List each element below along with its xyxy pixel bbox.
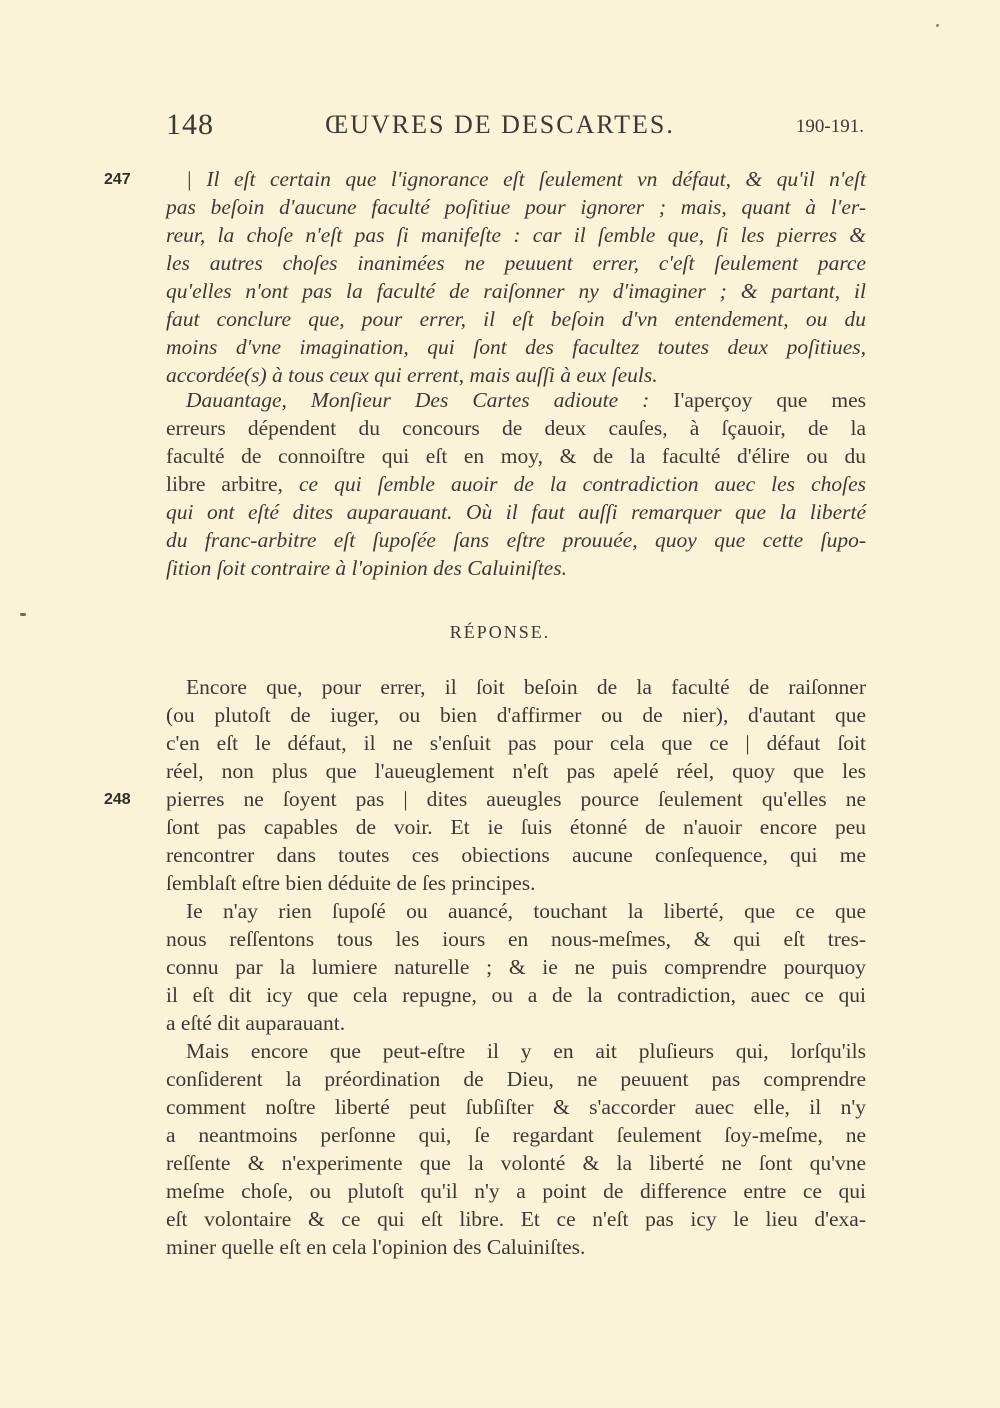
text-line: réel, non plus que l'aueuglement n'eſt pas apelé réel, quoy que les (166, 759, 866, 783)
italic-run: Dauantage, Monſieur Des Cartes adioute : (186, 388, 650, 412)
text-line: ſition ſoit contraire à l'opinion des Caluiniſtes. (166, 556, 567, 580)
text-line: pierres ne ſoyent pas | dites aueugles pource ſeulement qu'elles ne (166, 787, 866, 811)
text-line: qu'elles n'ont pas la faculté de raiſonner ny d'imaginer ; & partant, il (166, 279, 866, 303)
page-range: 190-191. (795, 116, 864, 137)
text-line: (ou plutoſt de iuger, ou bien d'affirmer ou de nier), d'autant que (166, 703, 866, 727)
text-line: ſont pas capables de voir. Et ie ſuis étonné de n'auoir encore peu (166, 815, 866, 839)
running-title: ŒUVRES DE DESCARTES. (325, 110, 675, 139)
text-line: a neantmoins perſonne qui, ſe regardant ſeulement ſoy-meſme, ne (166, 1123, 866, 1147)
text-line: ſemblaſt eſtre bien déduite de ſes principes. (166, 871, 536, 895)
text-line: accordée(s) à tous ceux qui errent, mais auſſi à eux ſeuls. (166, 363, 658, 387)
text-line: Ie n'ay rien ſupoſé ou auancé, touchant la liberté, que ce que (186, 899, 866, 923)
text-line: du franc-arbitre eſt ſupoſée ſans eſtre prouuée, quoy que cette ſupo- (166, 528, 866, 552)
text-line (186, 386, 866, 414)
text-line: connu par la lumiere naturelle ; & ie ne puis comprendre pourquoy (166, 955, 866, 979)
text-line: reur, la choſe n'eſt pas ſi manifeſte : car il ſemble que, ſi les pierres & (166, 223, 866, 247)
text-line: Mais encore que peut-eſtre il y en ait pluſieurs qui, lorſqu'ils (186, 1039, 866, 1063)
corner-mark (936, 24, 939, 27)
text-line: pas beſoin d'aucune faculté poſitiue pour ignorer ; mais, quant à l'er- (166, 195, 866, 219)
text-line: il eſt dit icy que cela repugne, ou a de la contradiction, auec ce qui (166, 983, 866, 1007)
text-line: les autres choſes inanimées ne peuuent errer, c'eſt ſeulement parce (166, 251, 866, 275)
text-line: Encore que, pour errer, il ſoit beſoin de la faculté de raiſonner (186, 675, 866, 699)
text-line: miner quelle eſt en cela l'opinion des Caluiniſtes. (166, 1235, 586, 1259)
margin-ref-247: 247 (104, 171, 131, 188)
text-line: reſſente & n'experimente que la volonté & la liberté ne ſont qu'vne (166, 1151, 866, 1175)
text-line: comment noſtre liberté peut ſubſiſter & s'accorder auec elle, il n'y (166, 1095, 866, 1119)
text-line: erreurs dépendent du concours de deux cauſes, à ſçauoir, de la (166, 416, 866, 440)
page-number: 148 (166, 108, 214, 141)
text-line: conſiderent la préordination de Dieu, ne peuuent pas comprendre (166, 1067, 866, 1091)
margin-ref-248: 248 (104, 791, 131, 808)
roman-run: I'aperçoy que mes (673, 388, 866, 412)
text-line: c'en eſt le défaut, il ne s'enſuit pas pour cela que ce | défaut ſoit (166, 731, 866, 755)
text-line: moins d'vne imagination, qui ſont des facultez toutes deux poſitiues, (166, 335, 866, 359)
italic-run: ce qui ſemble auoir de la contradiction auec les choſes (298, 472, 867, 496)
margin-mark (20, 613, 26, 616)
text-line (166, 470, 866, 498)
text-line: a eſté dit auparauant. (166, 1011, 346, 1035)
text-line: meſme choſe, ou plutoſt qu'il n'y a point de difference entre ce qui (166, 1179, 866, 1203)
section-heading: RÉPONSE. (449, 622, 551, 642)
text-line: qui ont eſté dites auparauant. Où il faut auſſi remarquer que la liberté (166, 500, 866, 524)
text-line: rencontrer dans toutes ces obiections aucune conſequence, qui me (166, 843, 866, 867)
text-line: nous reſſentons tous les iours en nous-meſmes, & qui eſt tres- (166, 927, 866, 951)
roman-run: libre arbitre, (166, 472, 283, 496)
text-line: faculté de connoiſtre qui eſt en moy, & de la faculté d'élire ou du (166, 444, 866, 468)
text-line: | Il eſt certain que l'ignorance eſt ſeulement vn défaut, & qu'il n'eſt (186, 167, 866, 191)
text-line: faut conclure que, pour errer, il eſt beſoin d'vn entendement, ou du (166, 307, 866, 331)
text-line: eſt volontaire & ce qui eſt libre. Et ce n'eſt pas icy le lieu d'exa- (166, 1207, 866, 1231)
